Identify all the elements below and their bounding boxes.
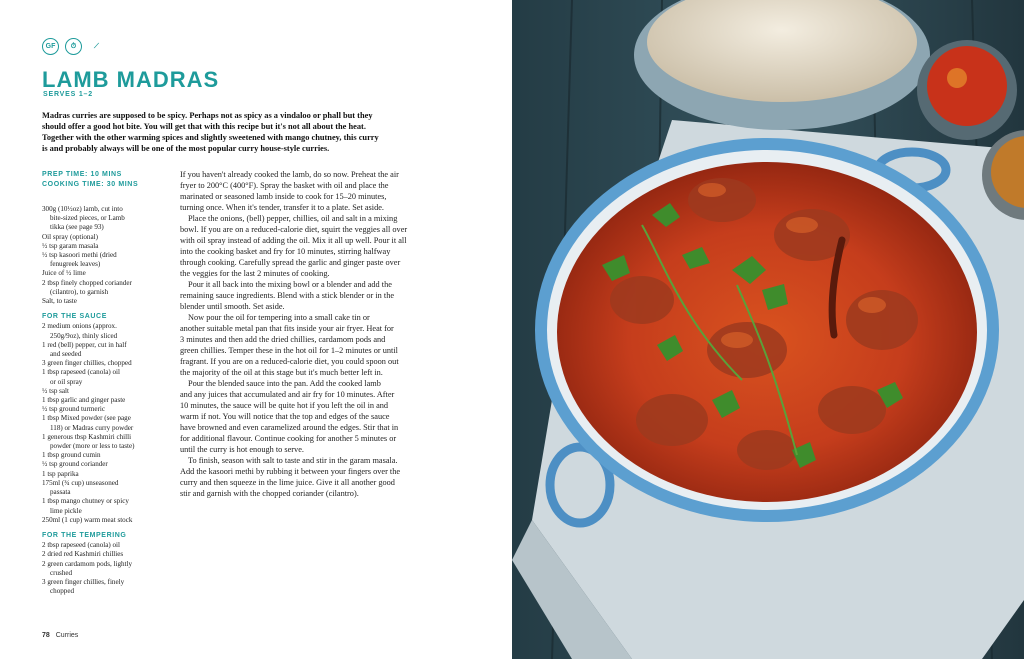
chutney-highlight (947, 68, 967, 88)
ingredient-item: 1 tbsp Mixed powder (see page (42, 414, 131, 423)
method-line: the majority of the oil at this stage but it's much better left in. (180, 368, 383, 377)
method-line: bowl. If you are on a reduced-calorie diet, squirt the veggies all over (180, 225, 408, 234)
ingredient-item: (cilantro), to garnish (50, 287, 109, 296)
prep-time: PREP TIME: 10 MINS (42, 171, 122, 178)
ingredients-column (42, 170, 168, 596)
method-line: green chillies. Temper these in the hot oil for 1–2 minutes or until (180, 346, 398, 355)
ingredient-item: ½ tsp ground coriander (42, 460, 108, 469)
ingredient-item: 118) or Madras curry powder (50, 423, 134, 432)
method-line: another suitable metal pan that fits inside your air fryer. Heat for (180, 324, 394, 333)
method-line: fryer to 200°C (400°F). Spray the basket with oil and place the (180, 181, 389, 190)
method-line: stir and garnish with the chopped coriander (cilantro). (180, 489, 359, 498)
method-line: through cooking. Carefully spread the garlic and ginger paste over (180, 258, 401, 267)
cooking-time: COOKING TIME: 30 MINS (42, 181, 139, 188)
method-line: curry and then squeeze in the lime juice. Give it all another good (180, 478, 395, 487)
ingredient-item: 1 tbsp ground cumin (42, 451, 101, 460)
ingredient-item: fenugreek leaves) (50, 260, 101, 269)
method-line: Now pour the oil for tempering into a small cake tin or (188, 313, 370, 322)
method-line: warm if not. You will notice that the top and edges of the sauce (180, 412, 390, 421)
ingredient-item: tikka (see page 93) (50, 223, 104, 232)
gluten-free-icon: GF (42, 38, 59, 55)
ingredients-tempering (42, 541, 168, 596)
method-line: turning once. When it's tender, transfer it to a plate. Set aside. (180, 203, 384, 212)
ingredient-item: Oil spray (optional) (42, 232, 98, 241)
timer-icon: ⏱ (65, 38, 82, 55)
method-line: remaining sauce ingredients. Blend with a stick blender or in the (180, 291, 395, 300)
intro-line: Madras curries are supposed to be spicy. Perhaps not as spicy as a vindaloo or phall but they (42, 111, 373, 120)
method-line: until the curry is hot enough to serve. (180, 445, 304, 454)
intro-line: should offer a good hot bite. You will get that with this recipe but it's not all about the heat. (42, 122, 366, 131)
method-column (180, 169, 450, 499)
ingredient-item: 1 red (bell) pepper, cut in half (42, 340, 127, 349)
recipe-title: LAMB MADRAS (42, 67, 220, 92)
diet-icons (42, 38, 105, 55)
method-line: blender until smooth. Set aside. (180, 302, 285, 311)
method-line: If you haven't already cooked the lamb, do so now. Preheat the air (180, 170, 399, 179)
ingredient-item: Salt, to taste (42, 297, 77, 306)
method-line: Pour it all back into the mixing bowl or a blender and add the (188, 280, 392, 289)
ingredient-item: 3 green finger chillies, chopped (42, 359, 132, 368)
method-line: for additional flavour. Continue cooking for another 5 minutes or (180, 434, 397, 443)
ingredient-item: bite-sized pieces, or Lamb (50, 214, 125, 223)
mango-chutney (927, 46, 1007, 126)
serves-label: SERVES 1–2 (43, 91, 93, 98)
method-line: have browned and even caramelized around the edges. Stir that in (180, 423, 399, 432)
method-line: the veggies for the last 2 minutes of cooking. (180, 269, 330, 278)
ingredient-item: 1 tbsp rapeseed (canola) oil (42, 368, 121, 377)
ingredient-item: passata (50, 488, 71, 497)
ingredient-item: and seeded (50, 350, 82, 359)
sauce-heading: FOR THE SAUCE (42, 313, 107, 321)
method-line: marinated or seasoned lamb inside to cook for 15–20 minutes, (180, 192, 387, 201)
ingredients-sauce (42, 322, 168, 524)
ingredient-item: 2 tbsp finely chopped coriander (42, 278, 132, 287)
ingredient-item: powder (more or less to taste) (50, 442, 135, 451)
ingredient-item: ½ tsp kasoori methi (dried (42, 251, 117, 260)
ingredient-item: 1 tbsp garlic and ginger paste (42, 396, 126, 405)
ingredient-item: 2 tbsp rapeseed (canola) oil (42, 541, 121, 550)
method-line: Place the onions, (bell) pepper, chillies, oil and salt in a mixing (188, 214, 398, 223)
ingredient-item: 2 dried red Kashmiri chillies (42, 550, 124, 559)
ingredient-item: 2 green cardamom pods, lightly (42, 559, 133, 568)
method-line: fragrant. If you are on a reduced-calorie diet, you could spoon out (180, 357, 399, 366)
ingredient-item: 250ml (1 cup) warm meat stock (42, 515, 133, 524)
ingredient-item: lime pickle (50, 506, 82, 515)
ingredient-item: 250g/9oz), thinly sliced (50, 331, 118, 340)
ingredient-item: 300g (10½oz) lamb, cut into (42, 205, 123, 213)
section-name: Curries (55, 632, 79, 639)
recipe-intro (42, 110, 462, 154)
ingredient-item: 1 tbsp mango chutney or spicy (42, 497, 129, 506)
ingredient-item: 1 tsp paprika (42, 469, 79, 478)
ingredient-item: 1 generous tbsp Kashmiri chilli (42, 432, 132, 441)
ingredient-item: 2 medium onions (approx. (42, 322, 117, 331)
intro-line: Together with the other warming spices and slightly sweetened with mango chutney, this curry (42, 133, 379, 142)
method-line: and any juices that accumulated and air fry for 10 minutes. After (180, 390, 395, 399)
method-line: with oil spray instead of adding the oil. Mix it all up well. Pour it all (180, 236, 407, 245)
intro-line: is and probably always will be one of the most popular curry house-style curries. (42, 144, 330, 153)
ingredient-item: ½ tsp ground turmeric (42, 405, 106, 414)
ingredient-item: ½ tsp garam masala (42, 241, 99, 250)
method-line: To finish, season with salt to taste and stir in the garam masala. (188, 456, 398, 465)
ingredient-item: 175ml (¾ cup) unseasoned (42, 478, 119, 487)
page-footer (42, 632, 78, 639)
method-line: Add the kasoori methi by rubbing it between your fingers over the (180, 467, 401, 476)
ingredients-main (42, 205, 168, 306)
ingredient-item: ½ tsp salt (42, 386, 69, 395)
ingredient-item: 3 green finger chillies, finely (42, 577, 125, 586)
method-line: 3 minutes and then add the dried chillies, cardamom pods and (180, 335, 386, 344)
method-line: 10 minutes, the sauce will be quite hot if you left the oil in and (180, 401, 389, 410)
ingredient-item: Juice of ½ lime (42, 269, 86, 278)
ingredient-item: or oil spray (50, 377, 83, 386)
tempering-heading: FOR THE TEMPERING (42, 531, 127, 539)
ingredient-item: chopped (50, 587, 75, 596)
method-line: Pour the blended sauce into the pan. Add the cooked lamb (188, 379, 381, 388)
ingredient-item: crushed (50, 568, 73, 577)
method-line: into the cooking basket and fry for 10 minutes, stirring halfway (180, 247, 391, 256)
knife-icon: ⟋ (94, 42, 99, 50)
lamb-madras-photo (512, 0, 1024, 659)
page-number: 78 (42, 632, 50, 639)
